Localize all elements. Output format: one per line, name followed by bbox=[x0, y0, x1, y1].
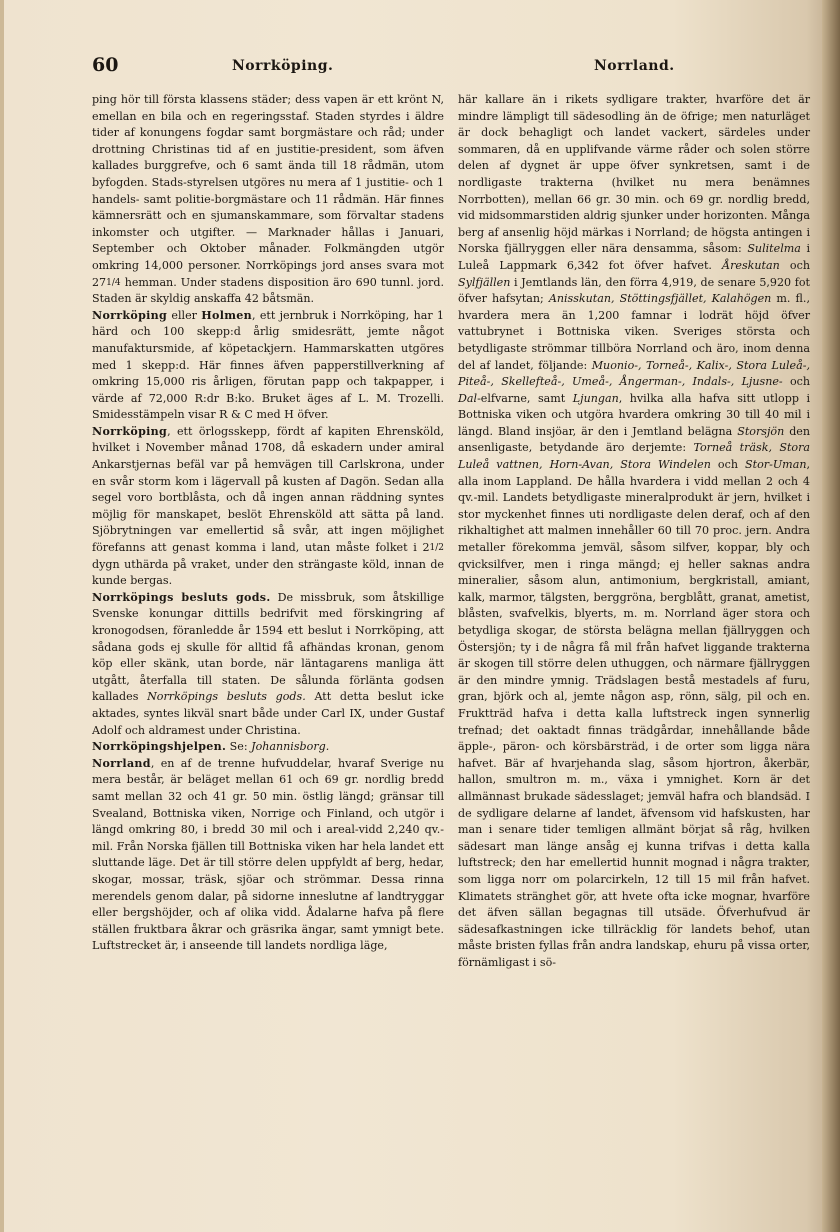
page-number: 60 bbox=[92, 54, 119, 76]
headword: Norrköping bbox=[92, 424, 168, 438]
entry-norrkoping-holmen: Norrköping eller Holmen, ett jernbruk i Norrköping, har 1 härd och 100 skepp:d årlig smidesrätt, jemte något manufaktursmide, af köpetackjern. Hammarskatten utgöres med 1 skepp:d. Här finnes äfven papperstillverkning af omkring 15,000 ris årligen, förutan papp och takpapper, i värde af 72,000 R:dr B:ko. Bruket äges af L. M. Trozelli. Smidesstämpeln visar R & C med H öfver. bbox=[92, 308, 444, 422]
entry-norrkopings-besluts-gods: Norrköpings besluts gods. De missbruk, som åtskillige Svenske konungar dittills bedrifvit med förskingring af kronogodsen, föranledde år 1594 ett beslut i Norrköping, att sådana gods ej skulle för alltid få afhändas kronan, genom köp eller skänk, utan borde, när läntagarens manliga ätt utgått, återfalla till staten. De sålunda förlänta godsen kallades Norrköpings besluts gods. Att detta beslut icke aktades, syntes likväl snart både under Carl IX, under Gustaf Adolf och aldramest under Christina. bbox=[92, 590, 445, 737]
entry-norrkopingshjelpen: Norrköpingshjelpen. Se: Johannisborg. bbox=[92, 740, 330, 754]
entry-norrland-continued: här kallare än i rikets sydligare trakter, hvarföre det är mindre lämpligt till sädesodling än de öfrige; men naturläget är dock behagligt och landet vackert, särdeles under sommaren, då en upplifvande värme råder och solen större delen af dygnet är uppe öfver synkretsen, samt i de nordligaste trakterna (hvilket nu mera benämnes Norrbotten), mellan 66 gr. 30 min. och 69 gr. nordlig bredd, vid midsommarstiden aldrig sjunker under horizonten. Många berg af ansenlig höjd märkas i Norrland; de högsta antingen i Norska fjällryggen eller nära densamma, såsom: Sulitelma i Luleå Lappmark 6,342 fot öfver hafvet. Åreskutan och Sylfjällen i Jemtlands län, den förra 4,919, de senare 5,920 fot öfver hafsytan; Anisskutan, Stöttingsfjället, Kalahögen m. fl., hvardera mera än 1,200 famnar i lodrät höjd öfver vattubrynet i Bottniska viken. Sveriges största och betydligaste strömmar tillböra Norrland och äro, inom denna del af landet, följande: Muonio-, Torneå-, Kalix-, Stora Luleå-, Piteå-, Skellefteå-, Umeå-, Ångerman-, Indals-, Ljusne- och Dal-elfvarne, samt Ljungan, hvilka alla hafva sitt utlopp i Bottniska viken och utgöra hvardera omkring 30 till 40 mil i längd. Bland insjöar, är den i Jemtland belägna Storsjön den ansenligaste, betydande äro derjemte: Torneå träsk, Stora Luleå vattnen, Horn-Avan, Stora Windelen och Stor-Uman, alla inom Lappland. De hålla hvardera i vidd mellan 2 och 4 qv.-mil. Landets betydligaste mineralprodukt är jern, hvilket i stor myckenhet finnes uti nordligaste delen deraf, och af den rikhaltighet att malmen innehåller 60 till 70 proc. jern. Andra metaller förekomma jemväl, såsom silfver, koppar, bly och qvicksilfver, men i ringa mängd; ej heller saknas andra mineralier, såsom alun, antimonium, bergkristall, amiant, kalk, marmor, tälgsten, berggröna, bergblått, granat, ametist, blåsten, svafvelkis, blyerts, m. m. Norrland äger stora och betydliga skogar, de största belägna mellan fjällryggen och Östersjön; ty i de några få mil från hafvet liggande trakterna är skogen till större delen uthuggen, och närmare fjällryggen är den mindre ymnig. Trädslagen bestå mestadels af furu, gran, björk och al, jemte någon asp, rönn, sälg, pil och en. Fruktträd hafva i detta kalla luftstreck ingen synnerlig trefnad; det oaktadt finnas trädgårdar, innehållande både äpple-, päron- och körsbärsträd, i de orter som ligga nära hafvet. Bär af hvarjehanda slag, såsom hjortron, åkerbär, hallon, smultron m. m., växa i ymnighet. Korn är det allmännast brukade sädesslaget; jemväl hafra och blandsäd. I de sydligare delarne af landet, äfvensom vid hafskusten, har man i senare tider temligen allmänt börjat så råg, hvilken sädesart man länge ansåg ej kunna trifvas i detta kalla luftstreck; den har emellertid hunnit mognad i några trakter, som ligga norr om polarcirkeln, 12 till 15 mil från hafvet. Klimatets stränghet gör, att hvete ofta icke mognar, hvarföre det äfven sällan begagnas till utsäde. Öfverhufvud är sädesafkastningen icke tillräcklig för landets behof, utan måste bristen fyllas från andra landskap, ehuru på vissa orter, förnämligast i sö- bbox=[458, 93, 811, 969]
page-header bbox=[92, 54, 812, 80]
fraction: 1/4 bbox=[106, 277, 121, 288]
running-head-right: Norrland. bbox=[594, 58, 675, 74]
headword: Holmen bbox=[201, 308, 252, 322]
page-left-edge bbox=[0, 0, 4, 1232]
running-head-left: Norrköping. bbox=[232, 58, 334, 74]
right-column bbox=[458, 92, 810, 971]
left-column bbox=[92, 92, 444, 955]
entry-norrkoping-ship: Norrköping, ett örlogsskepp, fördt af kapiten Ehrensköld, hvilket i November månad 1708, då eskadern under amiral Ankarstjernas befäl var på hemvägen till Carlskrona, under en svår storm kom i lägervall på kusten af Dagön. Sedan alla segel voro bortblåsta, och då ingen annan räddning syntes möjlig för manskapet, beslöt Ehrensköld att sätta på land. Sjöbrytningen var emellertid så svår, att ingen möjlighet förefanns att genast komma i land, utan måste folket i 21/2 dygn uthärda på vraket, under den strängaste köld, innan de kunde bergas. bbox=[92, 424, 444, 588]
fraction: 1/2 bbox=[429, 543, 444, 554]
entry-norrland: Norrland, en af de trenne hufvuddelar, hvaraf Sverige nu mera består, är beläget mellan 61 och 69 gr. nordlig bredd samt mellan 32 och 41 gr. 50 min. östlig längd; gränsar till Svealand, Bottniska viken, Norrige och Finland, och utgör i längd omkring 80, i bredd 30 mil och i areal-vidd 2,240 qv.-mil. Från Norska fjällen till Bottniska viken har hela landet ett sluttande läge. Det är till större delen uppfyldt af berg, hedar, skogar, mossar, träsk, sjöar och strömmar. Dessa rinna merendels genom dalar, på sidorne inneslutne af landtryggar eller bergshöjder, och af olika vidd. Ådalarne hafva på flere ställen fruktbara åkrar och gräsrika ängar, samt ymnigt bete. Luftstrecket är, i anseende till landets nordliga läge, bbox=[92, 756, 444, 953]
headword: Norrköpingshjelpen. bbox=[92, 740, 227, 754]
headword: Norrköpings besluts gods. bbox=[92, 590, 271, 604]
paragraph-norrkoping-city: ping hör till första klassens städer; dess vapen är ett krönt N, emellan en bila och en regeringsstaf. Staden styrdes i äldre tider af konungens fogdar samt borgmästare och råd; under drottning Christinas tid af en justitie-president, som äfven kallades burggrefve, och 6 samt ända till 18 rådmän, utom byfogden. Stads-styrelsen utgöres nu mera af 1 justitie- och 1 handels- samt politie-borgmästare och 11 rådmän. Här finnes kämnersrätt och en sjumanskammare, som förvaltar stadens inkomster och utgifter. — Marknader hållas i Januari, September och Oktober månader. Folkmängden utgör omkring 14,000 personer. Norrköpings jord anses svara mot 271/4 hemman. Under stadens disposition äro 690 tunnl. jord. Staden är skyldig anskaffa 42 båtsmän. bbox=[92, 93, 444, 306]
headword: Norrland bbox=[92, 756, 151, 770]
headword: Norrköping bbox=[92, 308, 168, 322]
page-binding-shadow bbox=[822, 0, 840, 1232]
